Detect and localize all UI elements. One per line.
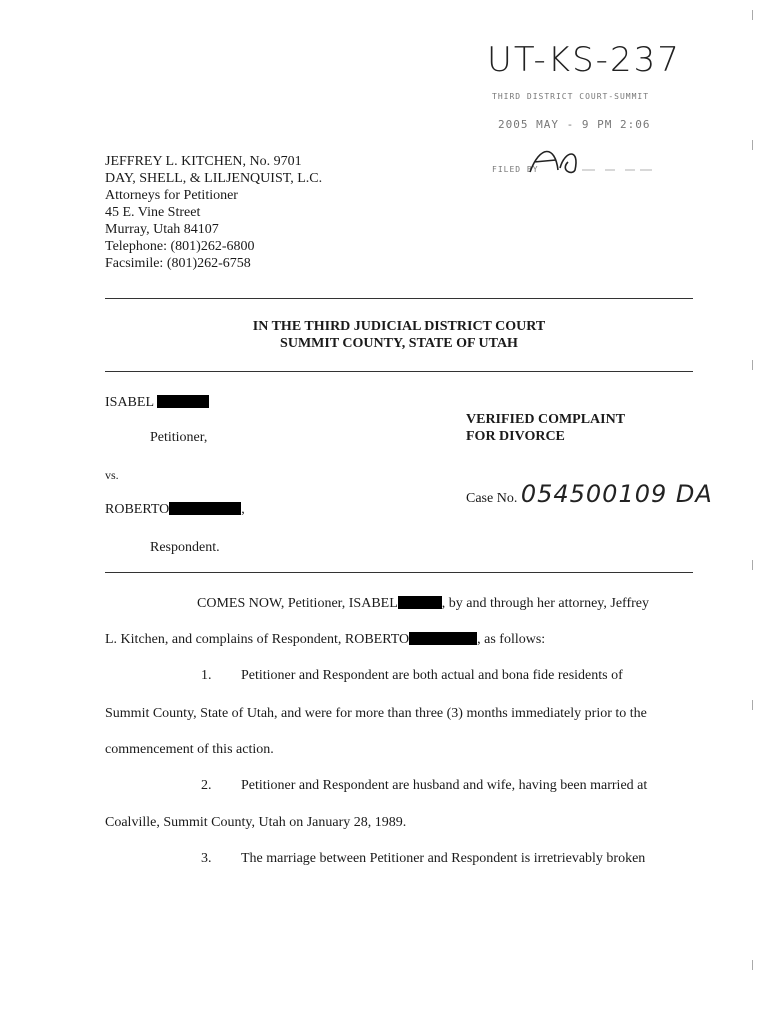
respondent-name <box>105 502 245 518</box>
divider-court <box>105 371 693 372</box>
paragraph-2-line-1 <box>105 778 695 794</box>
scan-artifact <box>752 10 753 20</box>
stamp-date-line: 2005 MAY - 9 PM 2:06 <box>498 118 651 131</box>
scan-artifact <box>752 960 753 970</box>
document-title-line2: FOR DIVORCE <box>466 429 565 444</box>
paragraph-1-line-1 <box>105 668 695 684</box>
attorney-line: Murray, Utah 84107 <box>105 222 219 237</box>
document-title <box>466 411 625 445</box>
court-heading <box>105 318 693 352</box>
paragraph-1-line-2: Summit County, State of Utah, and were for more than three (3) months immediately prior to the <box>105 706 647 721</box>
attorney-line: Telephone: (801)262-6800 <box>105 239 255 254</box>
paragraph-2-number: 2. <box>201 778 212 793</box>
case-number <box>466 480 713 508</box>
handwritten-case-code: UT-KS-237 <box>487 40 681 80</box>
redaction-bar <box>157 395 209 408</box>
paragraph-2-text: Petitioner and Respondent are husband and wife, having been married at <box>241 778 648 793</box>
paragraph-1-line-3: commencement of this action. <box>105 742 274 757</box>
intro-line-1 <box>105 596 695 612</box>
intro-text-b: , by and through her attorney, Jeffrey <box>441 596 649 611</box>
petitioner-name <box>105 395 209 411</box>
paragraph-3-line-1 <box>105 851 695 867</box>
paragraph-3-number: 3. <box>201 851 212 866</box>
redaction-bar <box>398 596 442 609</box>
respondent-name-suffix: , <box>241 502 245 517</box>
court-heading-line2: SUMMIT COUNTY, STATE OF UTAH <box>280 336 518 351</box>
petitioner-role: Petitioner, <box>150 430 208 445</box>
intro-text-a: COMES NOW, Petitioner, ISABEL <box>197 596 398 611</box>
petitioner-name-text: ISABEL <box>105 395 154 410</box>
paragraph-3-text: The marriage between Petitioner and Respondent is irretrievably broken <box>241 851 646 866</box>
scan-artifact <box>752 700 753 710</box>
attorney-line: 45 E. Vine Street <box>105 205 201 220</box>
intro2-text-b: , as follows: <box>477 632 546 647</box>
respondent-role: Respondent. <box>150 540 220 555</box>
attorney-line: Attorneys for Petitioner <box>105 188 238 203</box>
intro2-text-a: L. Kitchen, and complains of Respondent, ROBERTO <box>105 632 410 647</box>
stamp-by-line: FILED BY <box>492 165 539 174</box>
paragraph-1-number: 1. <box>201 668 212 683</box>
paragraph-1-text: Petitioner and Respondent are both actual and bona fide residents of <box>241 668 623 683</box>
case-number-handwritten: 054500109 DA <box>520 480 713 508</box>
court-heading-line1: IN THE THIRD JUDICIAL DISTRICT COURT <box>252 319 546 334</box>
paragraph-2-line-2: Coalville, Summit County, Utah on January 28, 1989. <box>105 815 407 830</box>
scan-artifact <box>752 140 753 150</box>
document-title-line1: VERIFIED COMPLAINT <box>466 412 626 427</box>
scan-artifact <box>752 560 753 570</box>
respondent-name-text: ROBERTO <box>105 502 170 517</box>
intro-line-2 <box>105 632 695 648</box>
attorney-line: DAY, SHELL, & LILJENQUIST, L.C. <box>105 171 323 186</box>
scan-artifact <box>752 360 753 370</box>
attorney-line: Facsimile: (801)262-6758 <box>105 256 251 271</box>
attorney-line: JEFFREY L. KITCHEN, No. 9701 <box>105 154 302 169</box>
redaction-bar <box>409 632 477 645</box>
divider-top <box>105 298 693 299</box>
redaction-bar <box>169 502 241 515</box>
attorney-info <box>105 153 322 272</box>
clerk-initials-signature <box>520 140 660 180</box>
stamp-court-line: THIRD DISTRICT COURT-SUMMIT <box>492 92 650 101</box>
versus-label: vs. <box>105 468 119 482</box>
case-number-label: Case No. <box>466 491 518 506</box>
divider-caption <box>105 572 693 573</box>
